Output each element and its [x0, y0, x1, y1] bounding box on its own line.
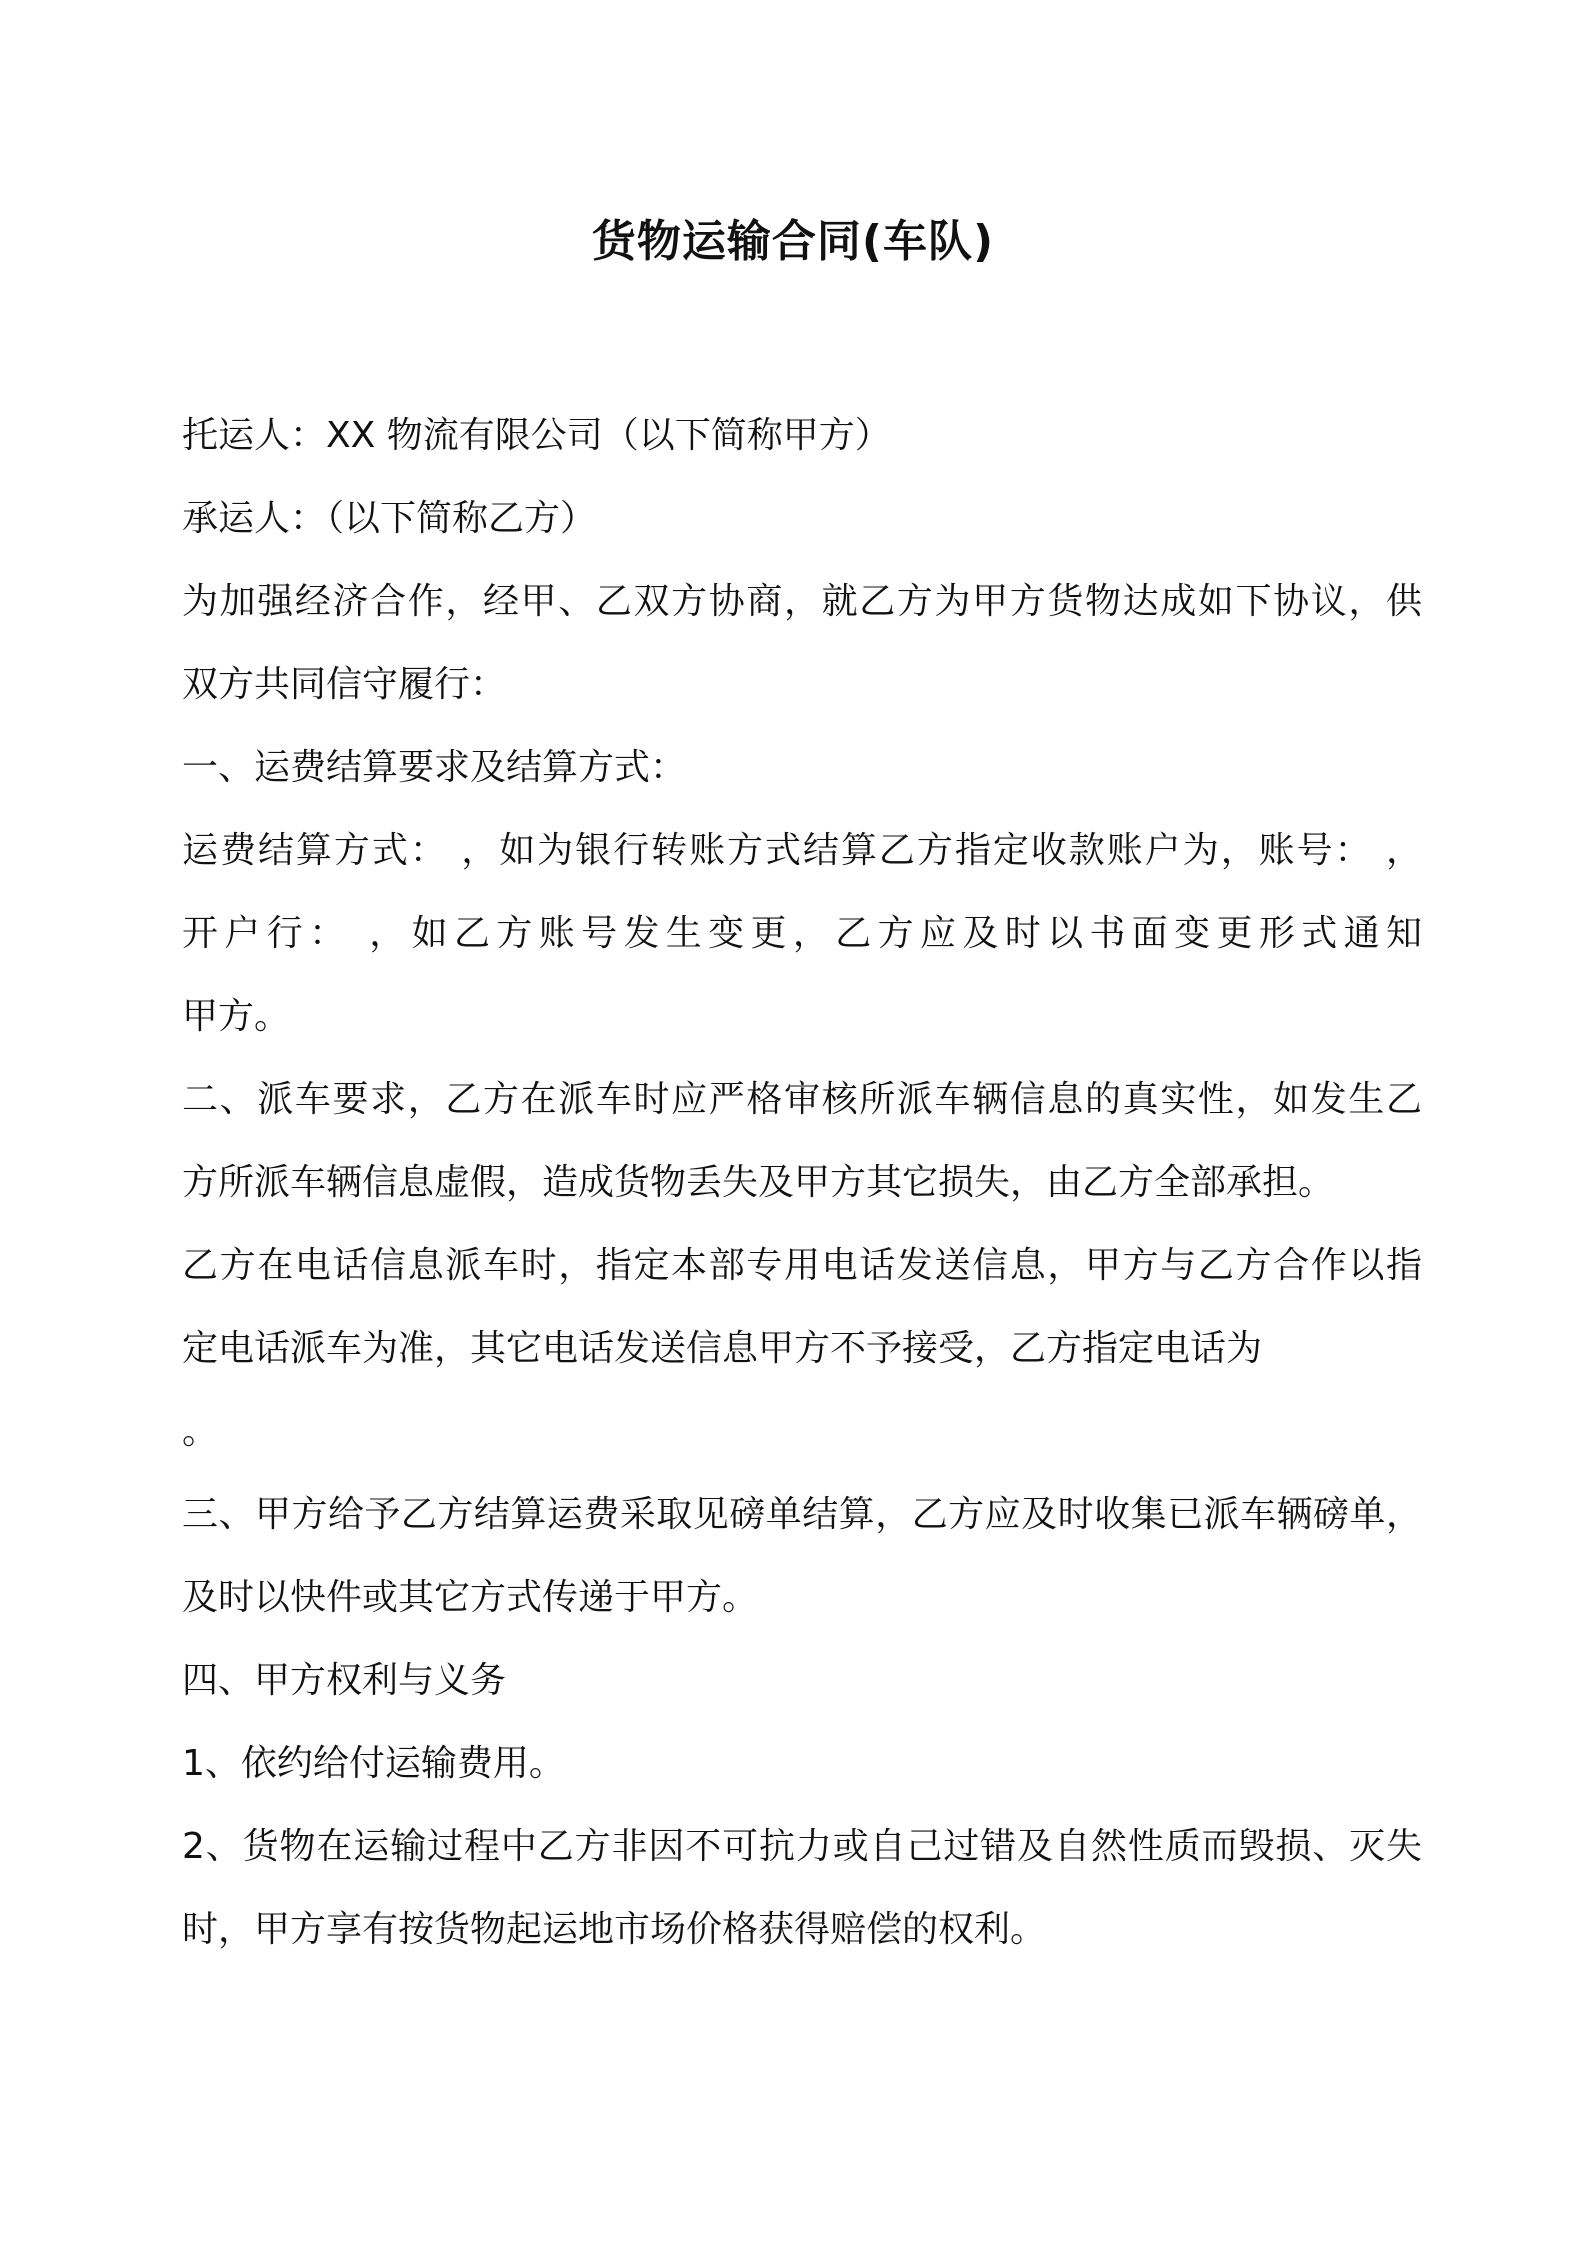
line-carrier: 承运人：（以下简称乙方）	[182, 498, 597, 539]
section-3-line-2: 及时以快件或其它方式传递于甲方。	[182, 1577, 759, 1618]
section-1-heading: 一、运费结算要求及结算方式：	[182, 747, 687, 788]
section-2-line-5: 。	[182, 1411, 219, 1452]
section-2-line-3: 乙方在电话信息派车时，指定本部专用电话发送信息，甲方与乙方合作以指	[182, 1245, 1422, 1286]
section-4-heading: 四、甲方权利与义务	[182, 1660, 507, 1701]
line-bank: 开户行： ，如乙方账号发生变更，乙方应及时以书面变更形式通知	[182, 913, 1422, 954]
line-payment-method: 运费结算方式： ，如为银行转账方式结算乙方指定收款账户为，账号： ，	[182, 830, 1422, 871]
document-title: 货物运输合同(车队)	[591, 216, 995, 267]
line-bank-end: 甲方。	[182, 996, 291, 1037]
line-consignor: 托运人：XX 物流有限公司（以下简称甲方）	[182, 415, 891, 456]
section-4-item-2-line-2: 时，甲方享有按货物起运地市场价格获得赔偿的权利。	[182, 1909, 1047, 1950]
line-preamble-2: 双方共同信守履行：	[182, 664, 507, 705]
section-2-line-1: 二、派车要求，乙方在派车时应严格审核所派车辆信息的真实性，如发生乙	[182, 1079, 1422, 1120]
section-4-item-1: 1、依约给付运输费用。	[182, 1743, 565, 1784]
line-preamble-1: 为加强经济合作，经甲、乙双方协商，就乙方为甲方货物达成如下协议，供	[182, 581, 1422, 622]
section-2-line-4: 定电话派车为准，其它电话发送信息甲方不予接受，乙方指定电话为	[182, 1328, 1263, 1369]
section-3-line-1: 三、甲方给予乙方结算运费采取见磅单结算，乙方应及时收集已派车辆磅单，	[182, 1494, 1422, 1535]
section-4-item-2-line-1: 2、货物在运输过程中乙方非因不可抗力或自己过错及自然性质而毁损、灭失	[182, 1826, 1422, 1867]
section-2-line-2: 方所派车辆信息虚假，造成货物丢失及甲方其它损失，由乙方全部承担。	[182, 1162, 1335, 1203]
